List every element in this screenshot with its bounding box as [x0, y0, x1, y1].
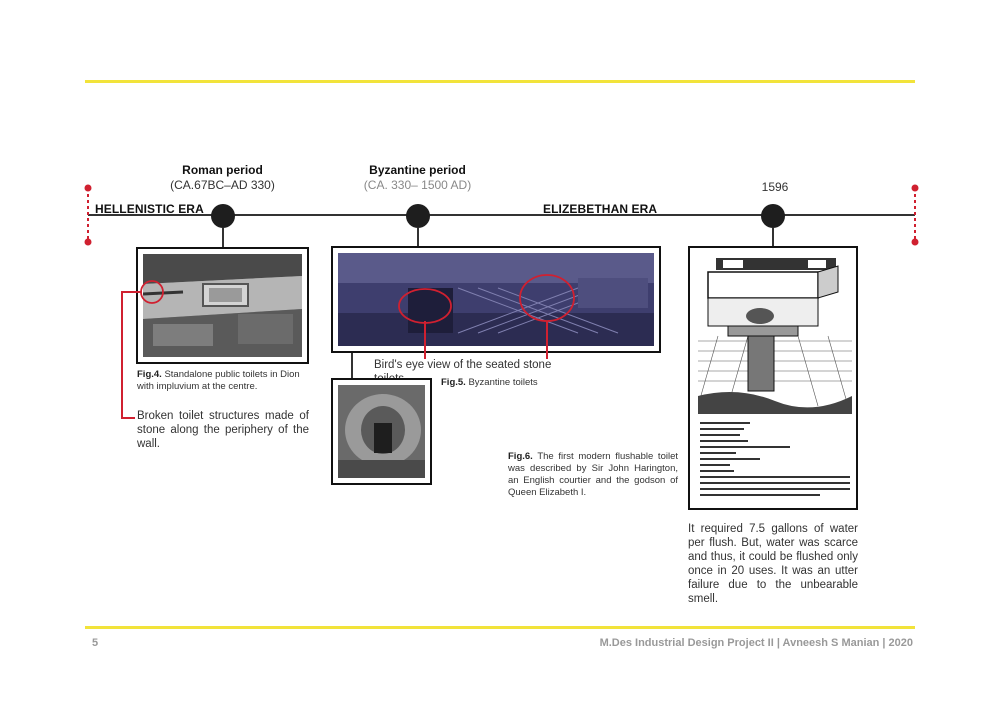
- stem-byzantine: [417, 228, 419, 248]
- harington-toilet-illustration: [698, 256, 852, 504]
- fig5-connector: [351, 353, 353, 379]
- milestone-byzantine: [406, 204, 430, 228]
- fig5-leader-2: [546, 321, 548, 359]
- fig5-highlight-circle-2: [518, 272, 576, 324]
- timeline-end-marker: [909, 180, 921, 250]
- fig4-label: Fig.4.: [137, 369, 162, 380]
- fig5-annotation: Bird's eye view of the seated stone: [374, 359, 552, 371]
- fig5-caption-text: Byzantine toilets: [468, 377, 538, 388]
- byzantine-period-title: Byzantine period: [369, 163, 466, 177]
- era-label-elizabethan: ELIZEBETHAN ERA: [543, 202, 658, 216]
- fig6-annotation: It required 7.5 gallons of water per flush. But, water was scarce and thus, it could be flushed only once in 20 uses. It was an utter failure due to the unbearable smell.: [688, 523, 858, 605]
- fig6-caption-text: The first modern flushable toilet was described by Sir John Harington, an English courtier and the godson of Queen Elizabeth I.: [508, 451, 679, 498]
- fig4-caption-text: Standalone public toilets in Dion with impluvium at the centre.: [137, 369, 300, 392]
- fig6-caption: [508, 451, 678, 499]
- milestone-roman: [211, 204, 235, 228]
- page-number: 5: [92, 637, 99, 649]
- stem-1596: [772, 228, 774, 248]
- fig4-leader-h2: [121, 417, 135, 419]
- fig4-caption: [137, 369, 312, 393]
- fig6-label: Fig.6.: [508, 451, 533, 462]
- roman-toilets-image: [143, 254, 302, 357]
- header-rule: [85, 80, 915, 83]
- fig6-photo: [688, 246, 858, 510]
- toilet-seat-detail-image: [338, 385, 425, 478]
- fig4-leader-h1: [122, 291, 142, 293]
- roman-period-title: Roman period: [182, 163, 263, 177]
- milestone-1596: [761, 204, 785, 228]
- timeline-start-marker: [82, 180, 94, 250]
- footer-rule: [85, 626, 915, 629]
- fig5-label: Fig.5.: [441, 377, 466, 388]
- footer-credit: M.Des Industrial Design Project II | Avneesh S Manian | 2020: [599, 637, 913, 649]
- fig4-leader-v: [121, 291, 123, 418]
- roman-period-range: (CA.67BC–AD 330): [170, 178, 275, 192]
- byzantine-period-range: (CA. 330– 1500 AD): [363, 178, 472, 192]
- fig5-highlight-circle-1: [396, 286, 454, 326]
- fig4-annotation: Broken toilet structures made of stone along the periphery of the wall.: [137, 410, 309, 450]
- stem-roman: [222, 228, 224, 248]
- era-label-hellenistic: HELLENISTIC ERA: [95, 202, 204, 216]
- fig4-highlight-circle: [138, 278, 166, 306]
- fig5-detail-photo: [331, 378, 432, 485]
- byzantine-toilets-image: [338, 253, 654, 346]
- fig5-photo: [331, 246, 661, 353]
- fig5-leader-1: [424, 321, 426, 359]
- elizabethan-year: 1596: [761, 180, 789, 194]
- fig5-caption: [441, 377, 591, 389]
